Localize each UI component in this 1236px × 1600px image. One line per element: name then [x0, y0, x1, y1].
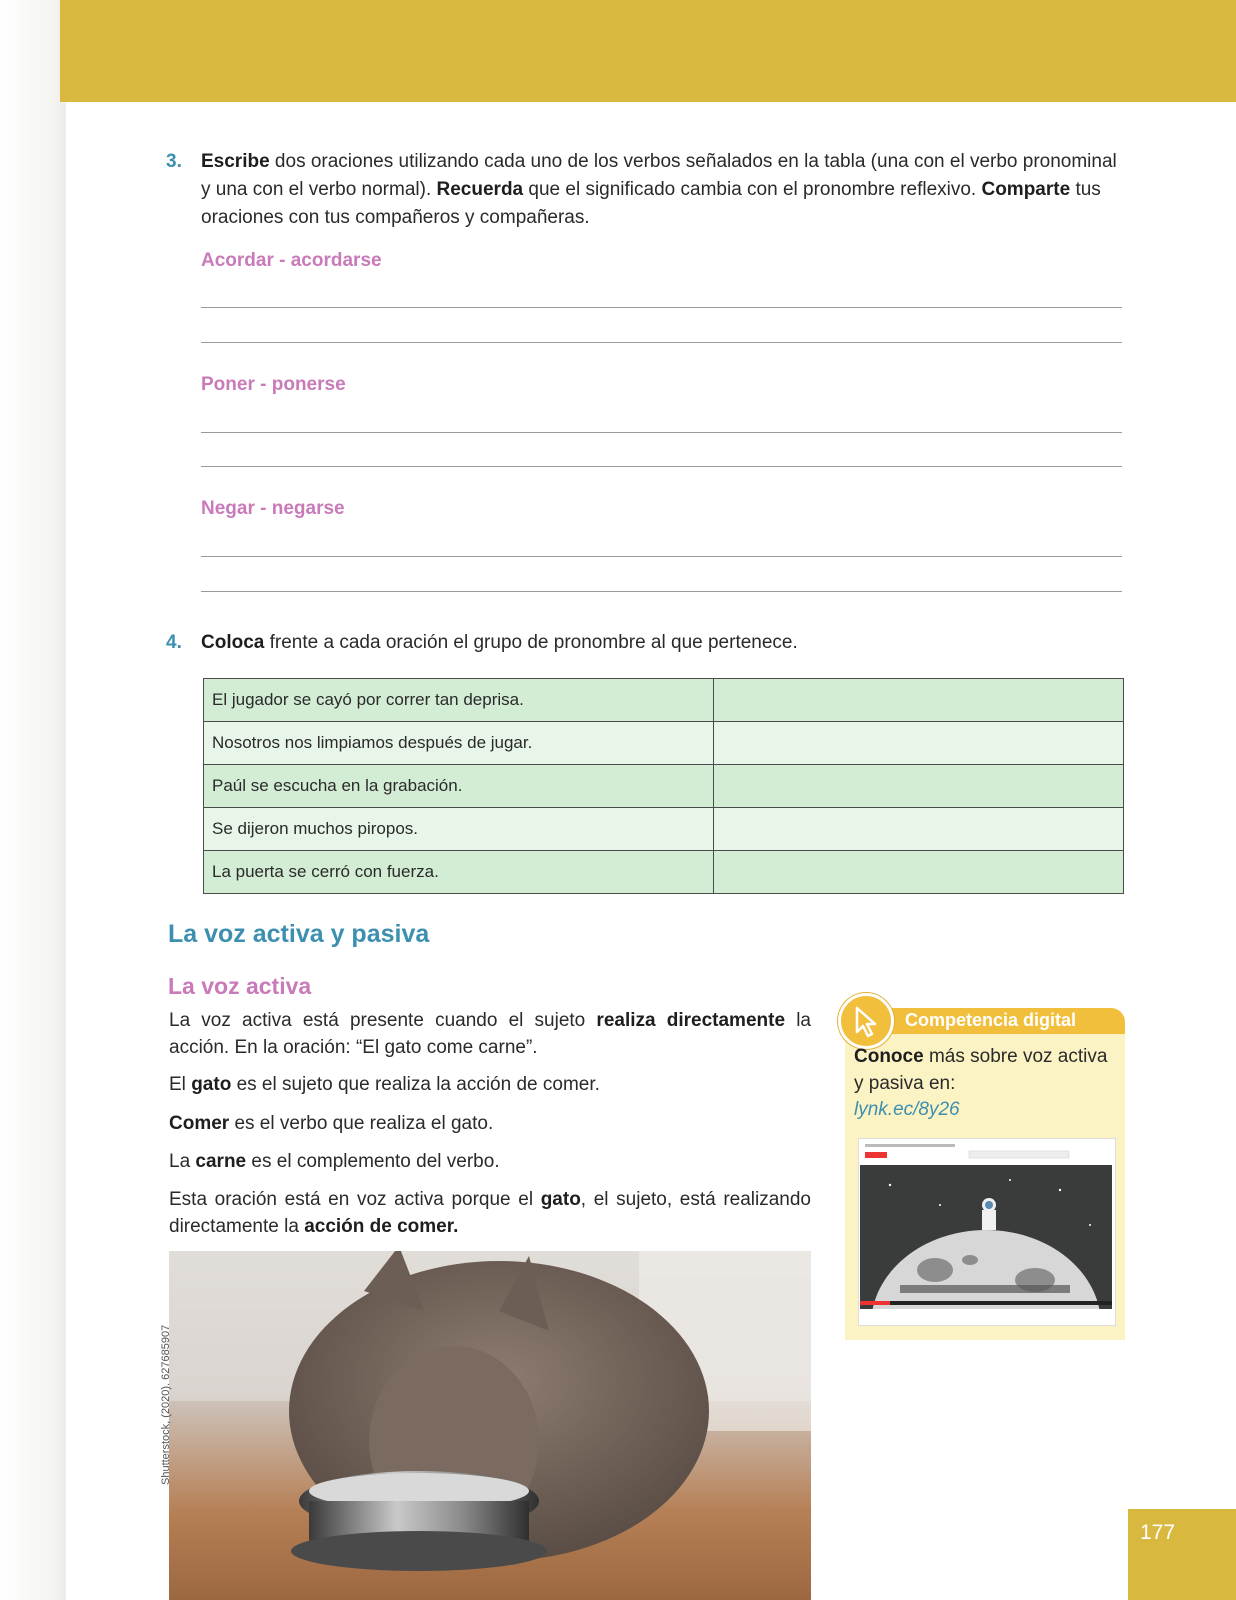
instruction-text: dos oraciones utilizando cada uno de los verbos señalados en la tabla (una con el verbo pronominal y una con el verbo normal).	[201, 151, 1117, 200]
section-title: La voz activa y pasiva	[168, 920, 430, 948]
video-screen[interactable]	[860, 1165, 1112, 1309]
cat-illustration	[169, 1251, 811, 1600]
digital-competence-text	[854, 1043, 1114, 1097]
paragraph	[169, 1071, 811, 1098]
text: más sobre voz activa y pasiva en:	[854, 1046, 1108, 1094]
text: La	[169, 1151, 196, 1172]
bold-text: gato	[540, 1189, 581, 1210]
answer-line[interactable]	[201, 466, 1122, 467]
paragraph	[169, 1110, 811, 1137]
instruction-verb: Escribe	[201, 151, 270, 172]
cursor-icon	[838, 993, 894, 1049]
instruction-verb: Recuerda	[436, 179, 524, 200]
question-text	[201, 148, 1126, 232]
bold-text: realiza directamente	[596, 1010, 786, 1031]
answer-cell[interactable]	[714, 722, 1124, 765]
question-number: 4.	[166, 632, 182, 653]
photo-credit: Shutterstock, (2020). 627685907	[160, 1324, 172, 1485]
instruction-text: que el significado cambia con el pronombre reflexivo.	[523, 179, 982, 200]
paragraph	[169, 1148, 811, 1175]
sentence-cell: Paúl se escucha en la grabación.	[204, 765, 714, 808]
text: es el complemento del verbo.	[246, 1151, 500, 1172]
page-number	[1128, 1509, 1236, 1600]
answer-cell[interactable]	[714, 851, 1124, 894]
top-color-band	[60, 0, 1236, 102]
cat-eating-photo	[169, 1251, 811, 1600]
answer-line[interactable]	[201, 591, 1122, 592]
answer-cell[interactable]	[714, 808, 1124, 851]
sentence-cell: Se dijeron muchos piropos.	[204, 808, 714, 851]
table-row	[204, 722, 1124, 765]
question-number: 3.	[166, 151, 182, 172]
cursor-arrow-icon	[841, 996, 891, 1046]
bold-text: Comer	[169, 1113, 230, 1134]
verb-pair-label: Acordar - acordarse	[201, 250, 382, 271]
verb-pair-label: Negar - negarse	[201, 498, 345, 519]
paragraph	[169, 1186, 811, 1240]
instruction-verb: Coloca	[201, 632, 265, 653]
answer-line[interactable]	[201, 342, 1122, 343]
bold-text: gato	[191, 1074, 232, 1095]
page-binding-edge	[0, 0, 66, 1600]
text: es el verbo que realiza el gato.	[229, 1113, 494, 1134]
moon-astronaut-illustration	[860, 1165, 1112, 1309]
instruction-text: frente a cada oración el grupo de pronombre al que pertenece.	[264, 632, 798, 653]
question-4	[166, 632, 798, 654]
table-row	[204, 765, 1124, 808]
page-number-text: 177	[1140, 1521, 1176, 1544]
paragraph	[169, 1007, 811, 1061]
digital-competence-title: Competencia digital	[905, 1010, 1077, 1030]
question-3	[166, 148, 1126, 232]
instruction-verb: Comparte	[981, 179, 1071, 200]
bold-text: carne	[195, 1151, 247, 1172]
sentence-cell: La puerta se cerró con fuerza.	[204, 851, 714, 894]
sentence-cell: Nosotros nos limpiamos después de jugar.	[204, 722, 714, 765]
text: Esta oración está en voz activa porque el	[169, 1189, 541, 1210]
table-row	[204, 808, 1124, 851]
answer-line[interactable]	[201, 556, 1122, 557]
browser-bar	[859, 1139, 1115, 1165]
bold-text: Conoce	[854, 1046, 924, 1067]
answer-cell[interactable]	[714, 765, 1124, 808]
answer-line[interactable]	[201, 307, 1122, 308]
video-link[interactable]: lynk.ec/8y26	[854, 1099, 960, 1120]
text: es el sujeto que realiza la acción de comer.	[231, 1074, 600, 1095]
section-subtitle: La voz activa	[168, 973, 312, 999]
text: , el sujeto, está realizando directamente la	[169, 1189, 812, 1237]
text: El	[169, 1074, 192, 1095]
text: la acción. En la oración: “El gato come carne”.	[169, 1010, 811, 1058]
table-row	[204, 851, 1124, 894]
verb-pair-label: Poner - ponerse	[201, 374, 346, 395]
answer-line[interactable]	[201, 432, 1122, 433]
bold-text: acción de comer.	[304, 1216, 459, 1237]
text: La voz activa está presente cuando el sujeto	[169, 1010, 597, 1031]
pronoun-table	[203, 678, 1124, 894]
sentence-cell: El jugador se cayó por correr tan deprisa.	[204, 679, 714, 722]
instruction-text: tus oraciones con tus compañeros y compañeras.	[201, 179, 1101, 228]
answer-cell[interactable]	[714, 679, 1124, 722]
table-row	[204, 679, 1124, 722]
